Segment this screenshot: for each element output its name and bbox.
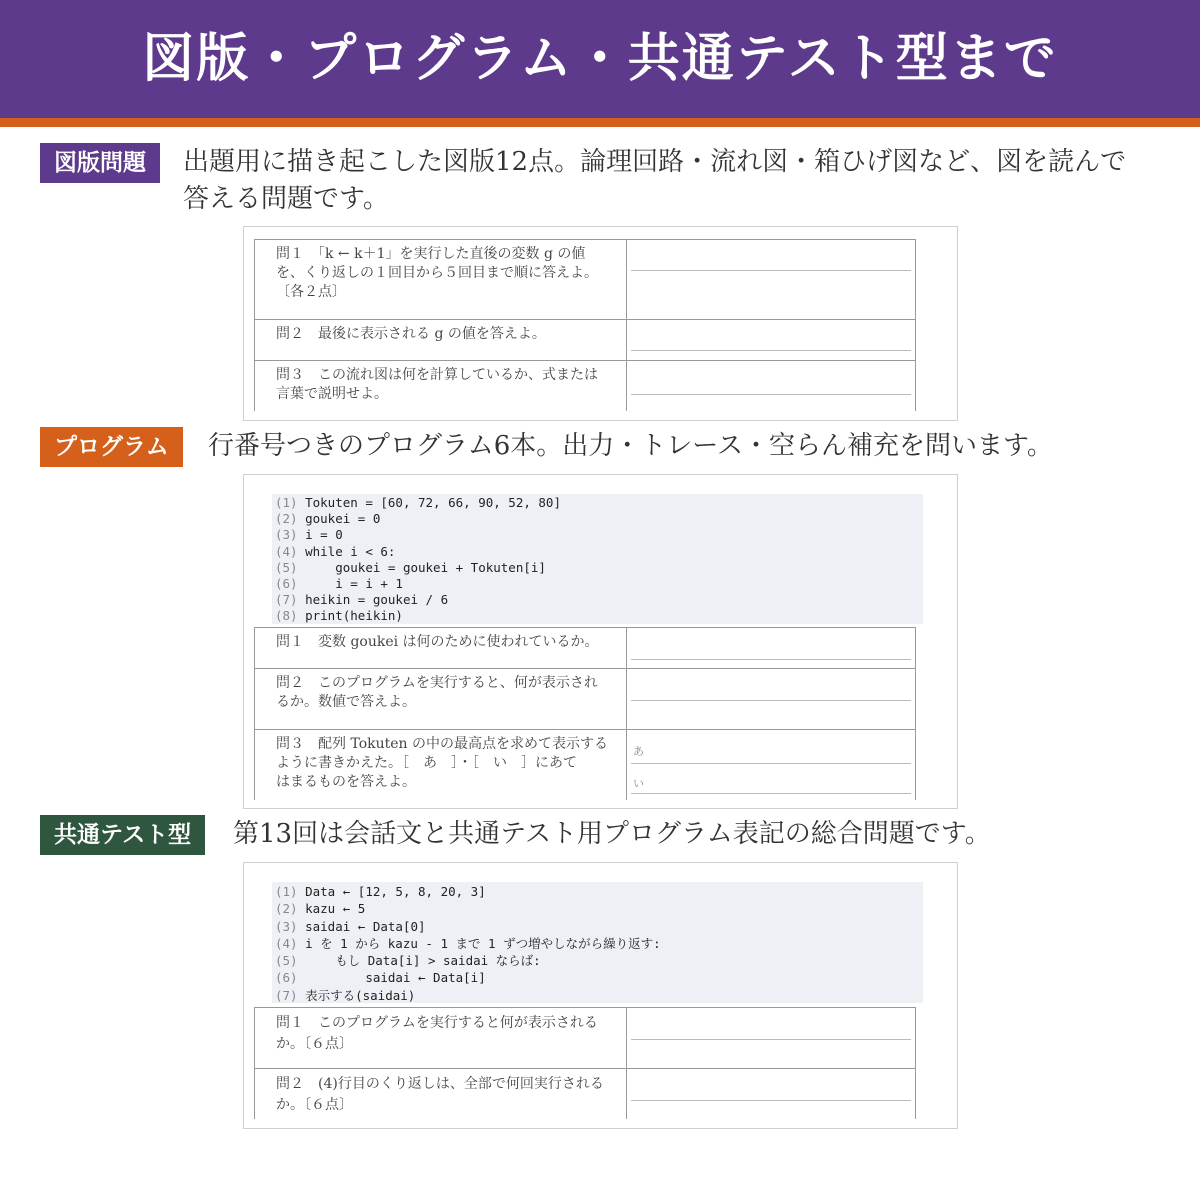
question-text: 〔各２点〕	[276, 284, 346, 300]
question-text: はまるものを答えよ。	[276, 774, 416, 790]
code-line	[275, 900, 923, 917]
badge-figure: 図版問題	[40, 143, 160, 183]
blank-label-a: あ	[633, 745, 644, 758]
question-cell	[255, 1069, 627, 1119]
code-line	[275, 592, 923, 608]
line-number: (1)	[275, 884, 298, 899]
line-number: (5)	[275, 953, 298, 969]
common-test-question-table	[254, 1007, 916, 1119]
table-row	[255, 361, 916, 411]
line-number: (3)	[275, 527, 298, 543]
code-line	[275, 560, 923, 576]
question-text: 問３ この流れ図は何を計算しているか、式または	[276, 367, 598, 383]
table-row	[255, 669, 916, 730]
answer-cell[interactable]	[627, 240, 916, 320]
blank-label-i: い	[633, 777, 644, 790]
line-number: (3)	[275, 918, 298, 934]
code-line	[275, 952, 923, 969]
program-code-block	[272, 494, 923, 624]
question-text: るか。数値で答えよ。	[276, 694, 416, 710]
code-text: print(heikin)	[305, 608, 403, 624]
code-line	[275, 608, 923, 624]
code-line	[275, 883, 923, 900]
question-cell	[255, 361, 627, 411]
code-line	[275, 918, 923, 935]
question-text: 問２ 最後に表示される g の値を答えよ。	[276, 326, 546, 342]
answer-line	[631, 270, 911, 271]
answer-line	[631, 350, 911, 351]
question-cell	[255, 730, 627, 800]
program-question-table	[254, 627, 916, 800]
code-text: goukei = 0	[305, 511, 381, 527]
code-text: saidai ← Data[i]	[305, 970, 486, 986]
question-text: 問２ このプログラムを実行すると、何が表示され	[276, 675, 598, 691]
program-description: 行番号つきのプログラム6本。出力・トレース・空らん補充を問います。	[208, 431, 1053, 461]
code-line	[275, 987, 923, 1004]
question-text: 問１ このプログラムを実行すると何が表示される	[276, 1015, 598, 1031]
question-cell	[255, 669, 627, 730]
code-text: i を 1 から kazu - 1 まで 1 ずつ増やしながら繰り返す:	[305, 935, 661, 951]
code-text: もし Data[i] > saidai ならば:	[305, 953, 541, 969]
answer-line	[631, 1100, 911, 1101]
table-row	[255, 1008, 916, 1069]
question-text: 問２ (4)行目のくり返しは、全部で何回実行される	[276, 1076, 604, 1092]
question-cell	[255, 1008, 627, 1069]
code-text: 表示する(saidai)	[305, 987, 416, 1003]
table-row	[255, 730, 916, 800]
code-line	[275, 576, 923, 592]
code-line	[275, 511, 923, 527]
badge-program: プログラム	[40, 427, 183, 467]
answer-cell[interactable]	[627, 320, 916, 361]
line-number: (8)	[275, 608, 298, 624]
code-text: saidai ← Data[0]	[305, 918, 426, 934]
question-text: 問１ 「k ← k＋1」を実行した直後の変数 g の値	[276, 246, 586, 262]
answer-line	[631, 793, 911, 794]
line-number: (7)	[275, 592, 298, 608]
answer-cell[interactable]	[627, 361, 916, 411]
figure-description-line2: 答える問題です。	[183, 184, 389, 214]
table-row	[255, 240, 916, 320]
header-accent-bar	[0, 118, 1200, 127]
line-number: (1)	[275, 495, 298, 510]
code-text: heikin = goukei / 6	[305, 592, 449, 608]
figure-question-table	[254, 239, 916, 411]
answer-cell[interactable]	[627, 1069, 916, 1119]
question-text: 問１ 変数 goukei は何のために使われているか。	[276, 634, 599, 650]
figure-description	[183, 144, 1126, 218]
question-cell	[255, 628, 627, 669]
code-text: kazu ← 5	[305, 901, 366, 917]
question-text: 問３ 配列 Tokuten の中の最高点を求めて表示する	[276, 736, 609, 752]
code-text: Tokuten = [60, 72, 66, 90, 52, 80]	[305, 495, 561, 510]
common-test-code-block	[272, 882, 923, 1003]
question-text: か。〔６点〕	[276, 1097, 353, 1113]
answer-cell[interactable]	[627, 1008, 916, 1069]
table-row	[255, 320, 916, 361]
page-title: 図版・プログラム・共通テスト型まで	[142, 29, 1058, 89]
common-test-description: 第13回は会話文と共通テスト用プログラム表記の総合問題です。	[233, 819, 991, 849]
code-line	[275, 935, 923, 952]
answer-line	[631, 659, 911, 660]
answer-cell[interactable]	[627, 628, 916, 669]
answer-line	[631, 1039, 911, 1040]
line-number: (6)	[275, 575, 298, 591]
code-text: i = 0	[305, 527, 343, 543]
code-text: goukei = goukei + Tokuten[i]	[305, 559, 546, 575]
question-cell	[255, 320, 627, 361]
question-cell	[255, 240, 627, 320]
line-number: (6)	[275, 970, 298, 986]
line-number: (4)	[275, 543, 298, 559]
code-text: Data ← [12, 5, 8, 20, 3]	[305, 884, 486, 899]
question-text: ように書きかえた。［ あ ］・［ い ］にあて	[276, 755, 577, 771]
answer-cell[interactable]	[627, 730, 916, 800]
badge-common-test: 共通テスト型	[40, 815, 205, 855]
code-text: i = i + 1	[305, 575, 403, 591]
answer-line	[631, 700, 911, 701]
question-text: 言葉で説明せよ。	[276, 386, 388, 402]
line-number: (7)	[275, 987, 298, 1003]
answer-line	[631, 394, 911, 395]
line-number: (2)	[275, 511, 298, 527]
line-number: (2)	[275, 901, 298, 917]
code-line	[275, 544, 923, 560]
code-line	[275, 527, 923, 543]
code-text: while i < 6:	[305, 543, 396, 559]
table-row	[255, 1069, 916, 1119]
question-text: か。〔６点〕	[276, 1036, 353, 1052]
code-line	[275, 969, 923, 986]
question-text: を、くり返しの１回目から５回目まで順に答えよ。	[276, 265, 598, 281]
line-number: (5)	[275, 559, 298, 575]
line-number: (4)	[275, 935, 298, 951]
table-row	[255, 628, 916, 669]
answer-cell[interactable]	[627, 669, 916, 730]
code-line	[275, 495, 923, 511]
figure-description-line1: 出題用に描き起こした図版12点。論理回路・流れ図・箱ひげ図など、図を読んで	[183, 147, 1127, 177]
answer-line	[631, 763, 911, 764]
